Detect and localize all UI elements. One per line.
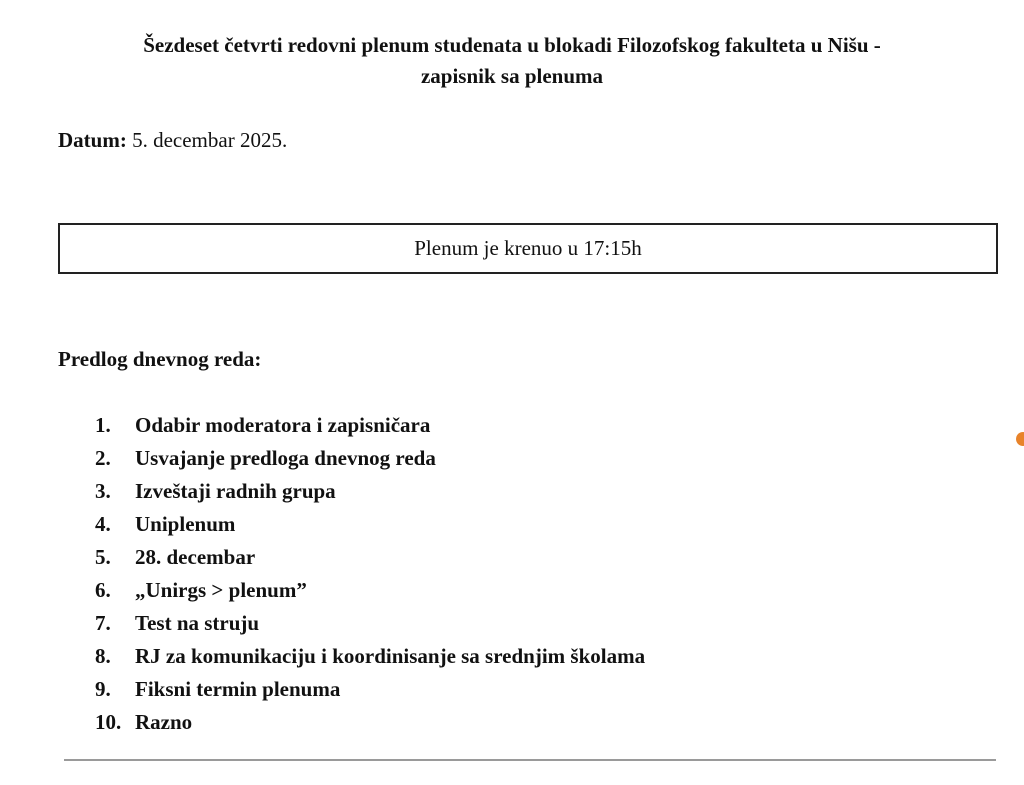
agenda-item-label: Razno <box>135 710 193 734</box>
agenda-item-label: Odabir moderatora i zapisničara <box>135 413 431 437</box>
agenda-item-number: 3. <box>95 479 111 503</box>
agenda-item-number: 6. <box>95 578 111 602</box>
agenda-item-label: 28. decembar <box>135 545 256 569</box>
agenda-item <box>95 673 645 706</box>
agenda-item-number: 7. <box>95 611 111 635</box>
date-value: 5. decembar 2025. <box>132 128 288 152</box>
agenda-item <box>95 409 645 442</box>
agenda-item-label: Usvajanje predloga dnevnog reda <box>135 446 436 470</box>
agenda-item <box>95 508 645 541</box>
document-title-line-2: zapisnik sa plenuma <box>420 64 604 88</box>
agenda-item <box>95 607 645 640</box>
agenda-item-label: „Unirgs > plenum” <box>135 578 307 602</box>
scroll-indicator-dot[interactable] <box>1016 432 1024 446</box>
start-time-box <box>58 223 998 274</box>
agenda-item-number: 10. <box>95 710 122 734</box>
agenda-item <box>95 640 645 673</box>
agenda-item-number: 8. <box>95 644 111 668</box>
agenda-item-label: Izveštaji radnih grupa <box>135 479 336 503</box>
agenda-item-number: 4. <box>95 512 111 536</box>
agenda-item-label: Uniplenum <box>135 512 236 536</box>
agenda-item <box>95 706 645 739</box>
date-line <box>58 126 287 154</box>
document-title-line-1: Šezdeset četvrti redovni plenum studenata u blokadi Filozofskog fakulteta u Nišu - <box>143 33 881 57</box>
document-title <box>40 30 984 92</box>
agenda-heading: Predlog dnevnog reda: <box>58 347 262 371</box>
agenda-item <box>95 541 645 574</box>
agenda-item-label: Fiksni termin plenuma <box>135 677 341 701</box>
agenda-item <box>95 475 645 508</box>
agenda-item-label: Test na struju <box>135 611 260 635</box>
agenda-item-label: RJ za komunikaciju i koordinisanje sa srednjim školama <box>135 644 646 668</box>
agenda-list <box>95 409 645 739</box>
agenda-item <box>95 442 645 475</box>
date-label: Datum: <box>58 128 127 152</box>
agenda-item <box>95 574 645 607</box>
agenda-item-number: 2. <box>95 446 111 470</box>
bottom-divider <box>64 759 996 761</box>
start-time-text: Plenum je krenuo u 17:15h <box>414 236 642 260</box>
agenda-item-number: 1. <box>95 413 111 437</box>
agenda-item-number: 5. <box>95 545 111 569</box>
agenda-item-number: 9. <box>95 677 111 701</box>
